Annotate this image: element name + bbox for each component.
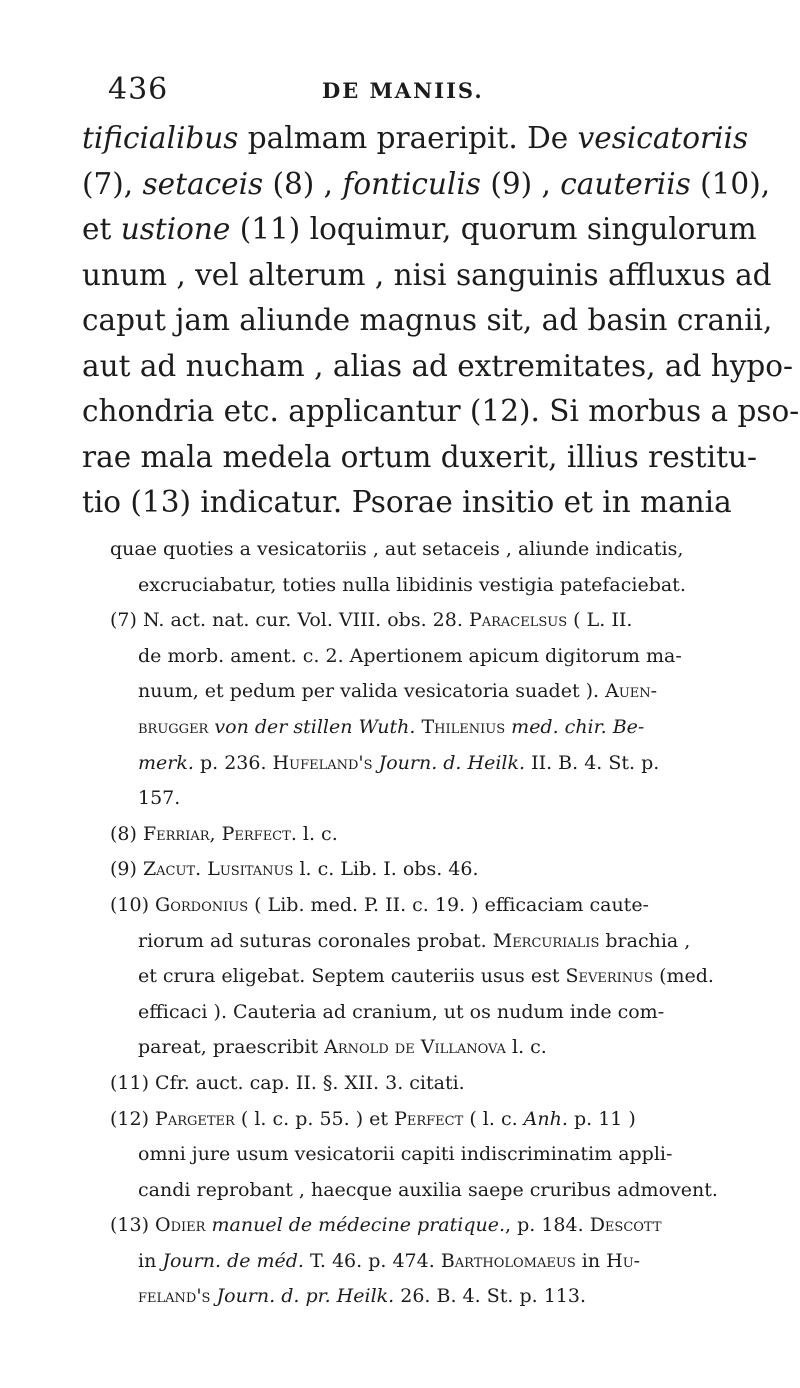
footnote-line (110, 852, 770, 888)
footnote-line (110, 1208, 770, 1244)
footnote-line (110, 781, 770, 817)
small-caps-name: feland's (138, 1285, 211, 1308)
text-segment: unum , vel alterum , nisi sanguinis affluxus ad (82, 257, 772, 292)
text-segment: et crura eligebat. Septem cauteriis usus est (138, 965, 566, 988)
text-segment: quae quoties a vesicatoriis , aut setaceis , aliunde indicatis, (110, 538, 684, 560)
footnote-line (110, 639, 770, 675)
italic-text: cauteriis (560, 166, 691, 201)
text-segment: (7), (82, 166, 143, 201)
footnote-line (110, 746, 770, 782)
italic-text: fonticulis (342, 166, 481, 201)
text-segment: in (138, 1249, 163, 1272)
small-caps-name: Gordonius (155, 893, 249, 916)
text-segment: (med. (653, 965, 714, 988)
small-caps-name: Mercurialis (492, 929, 600, 952)
text-segment: candi reprobant , haecque auxilia saepe cruribus admovent. (138, 1178, 718, 1201)
text-segment: , (209, 822, 222, 845)
text-segment: p. 11 ) (567, 1107, 636, 1130)
text-segment: l. c. Lib. I. obs. 46. (293, 858, 479, 881)
italic-text: Journ. d. pr. Heilk. (216, 1285, 395, 1308)
small-caps-name: Bartholomaeus (440, 1249, 576, 1272)
small-caps-name: Hu- (606, 1249, 641, 1272)
text-segment: caput jam aliunde magnus sit, ad basin cranii, (82, 303, 773, 337)
text-segment: aut ad nucham , alias ad extremitates, ad hypo- (82, 348, 793, 383)
text-segment: riorum ad suturas coronales probat. (138, 929, 493, 952)
small-caps-name: Severinus (565, 965, 654, 988)
text-segment: . l. c. (290, 822, 338, 845)
body-line (82, 207, 762, 253)
text-segment: (9) , (480, 166, 561, 201)
body-line (82, 344, 793, 390)
small-caps-name: Thilenius (421, 715, 506, 738)
text-segment: palmam praeripit. De (238, 121, 578, 155)
footnote-line (110, 1066, 770, 1102)
text-segment: (12) (110, 1107, 156, 1130)
small-caps-name: Pargeter (155, 1107, 235, 1130)
italic-text: ustione (120, 212, 231, 246)
body-line (82, 389, 800, 435)
text-segment: (7) N. act. nat. cur. Vol. VIII. obs. 28. (110, 609, 469, 632)
text-segment: T. 46. p. 474. (303, 1249, 441, 1272)
text-segment: rae mala medela ortum duxerit, illius restitu- (82, 439, 757, 474)
footnote-line (110, 1137, 770, 1173)
text-segment: (9) (110, 858, 143, 881)
italic-text: Journ. de méd. (162, 1249, 304, 1272)
italic-text: von der stillen Wuth. (214, 715, 416, 738)
text-segment: pareat, praescribit (138, 1036, 325, 1059)
text-segment: II. B. 4. St. p. (525, 751, 660, 774)
small-caps-name: Perfect (221, 822, 291, 845)
small-caps-name: Lusitanus (207, 858, 294, 881)
small-caps-name: Ferriar (142, 822, 210, 845)
small-caps-name: Paracelsus (468, 609, 568, 632)
body-line (82, 480, 762, 526)
text-segment: ( Lib. med. P. II. c. 19. ) efficaciam caute- (248, 893, 649, 916)
text-segment: , p. 184. (505, 1214, 590, 1237)
italic-text: tificialibus (82, 121, 239, 155)
body-line (82, 253, 772, 299)
text-segment: (13) (110, 1214, 156, 1237)
footnote-line (110, 1102, 770, 1138)
text-segment: excruciabatur, toties nulla libidinis vestigia patefaciebat. (138, 573, 686, 596)
footnote-line (110, 1030, 770, 1066)
footnote-line (110, 568, 770, 604)
text-segment: l. c. (505, 1036, 547, 1059)
text-segment: . (195, 858, 208, 881)
italic-text: manuel de médecine pratique. (211, 1214, 506, 1237)
text-segment: chondria etc. applicantur (12). Si morbus a pso- (82, 394, 800, 428)
text-segment: omni jure usum vesicatorii capiti indiscriminatim appli- (138, 1143, 673, 1166)
small-caps-name: Odier (155, 1214, 206, 1237)
text-segment: de morb. ament. c. 2. Apertionem apicum digitorum ma- (138, 644, 682, 667)
text-segment: (10), (690, 166, 771, 201)
body-line (82, 116, 762, 162)
text-segment: tio (13) indicatur. Psorae insitio et in mania (82, 485, 732, 519)
text-segment: 26. B. 4. St. p. 113. (394, 1285, 586, 1308)
text-segment: ( l. c. p. 55. ) et (234, 1107, 395, 1130)
text-segment: (8) (110, 822, 143, 845)
italic-text: setaceis (142, 166, 264, 201)
footnote-line (110, 888, 770, 924)
small-caps-name: Auen- (605, 680, 658, 703)
small-caps-name: Descott (589, 1214, 662, 1237)
text-segment: efficaci ). Cauteria ad cranium, ut os nudum inde com- (138, 1000, 665, 1023)
italic-text: Journ. d. Heilk. (378, 751, 526, 774)
body-line (82, 435, 762, 481)
small-caps-name: Arnold de Villanova (324, 1036, 506, 1059)
italic-text: merk. (138, 751, 194, 774)
italic-text: med. chir. Be- (511, 715, 645, 738)
text-segment: brachia , (599, 929, 691, 952)
text-segment: (11) loquimur, quorum singulorum (230, 212, 757, 246)
footnote-line (110, 924, 770, 960)
main-text (82, 116, 800, 526)
text-segment: in (575, 1249, 607, 1272)
text-segment: (10) (110, 893, 156, 916)
footnote-line (110, 710, 770, 746)
footnote-line (110, 959, 770, 995)
footnotes (110, 532, 770, 1315)
body-line (82, 298, 773, 344)
footnote-line (110, 995, 770, 1031)
italic-text: Anh. (523, 1107, 568, 1130)
footnote-line (110, 1279, 770, 1315)
text-segment: ( l. c. (463, 1107, 524, 1130)
italic-text: vesicatoriis (577, 121, 749, 155)
small-caps-name: Perfect (394, 1107, 464, 1130)
footnote-line (110, 532, 770, 568)
text-segment: nuum, et pedum per valida vesicatoria suadet ). (138, 680, 606, 703)
text-segment: et (82, 212, 121, 246)
text-segment: ( L. II. (567, 609, 633, 632)
text-segment: (11) Cfr. auct. cap. II. §. XII. 3. citati. (110, 1071, 465, 1094)
footnote-line (110, 817, 770, 853)
footnote-line (110, 1244, 770, 1280)
footnote-line (110, 603, 770, 639)
page-header (108, 72, 748, 112)
footnote-line (110, 1173, 770, 1209)
small-caps-name: brugger (138, 715, 209, 738)
page-number: 436 (108, 72, 169, 107)
text-segment: p. 236. (193, 751, 273, 774)
text-segment: (8) , (263, 166, 343, 201)
small-caps-name: Zacut (142, 858, 196, 881)
footnote-line (110, 674, 770, 710)
running-title: DE MANIIS. (322, 78, 484, 103)
small-caps-name: Hufeland's (272, 751, 373, 774)
text-segment: 157. (138, 787, 181, 810)
body-line (82, 162, 771, 208)
